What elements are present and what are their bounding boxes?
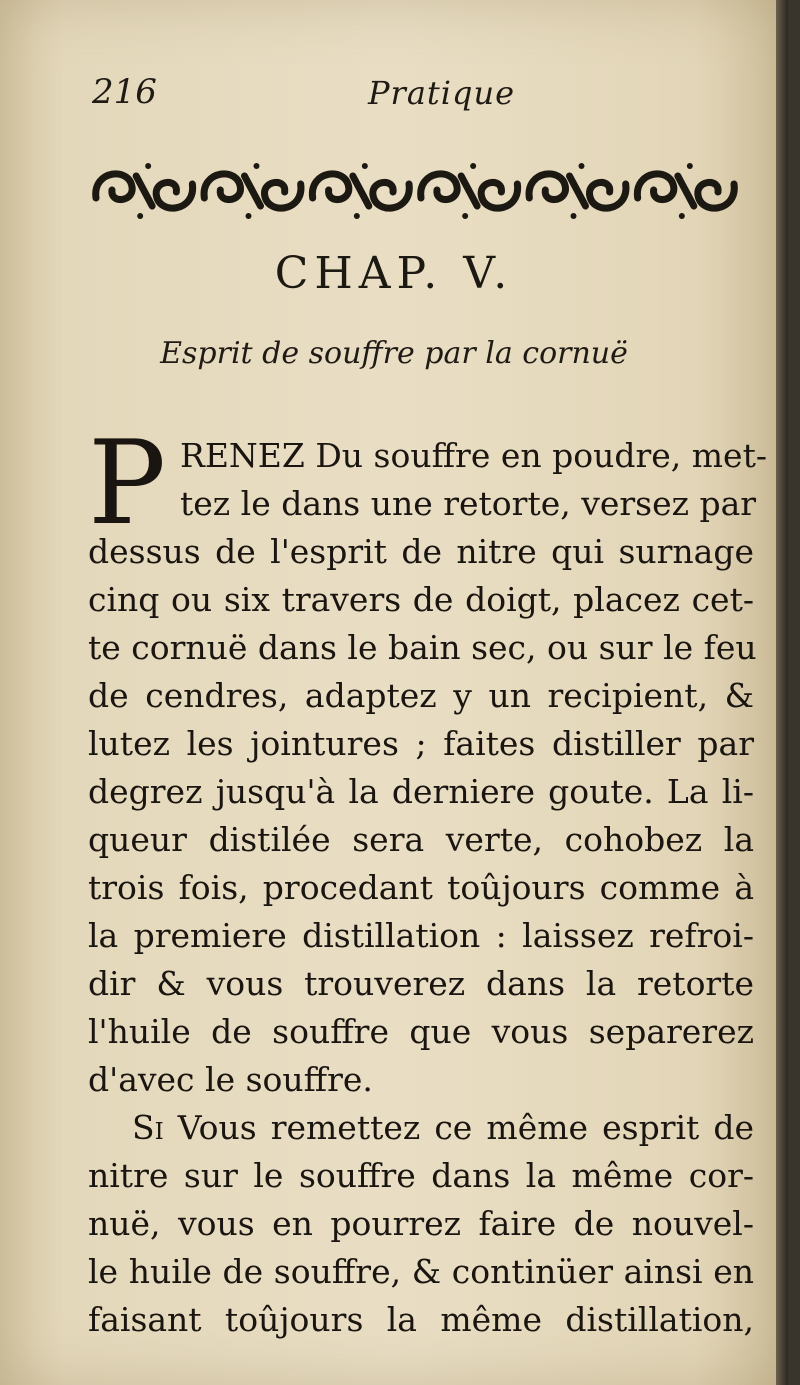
- text-line: RENEZ Du souffre en poudre, met-: [180, 436, 767, 475]
- text-line: l'huile de souffre que vous separerez: [88, 1012, 754, 1051]
- fleuron-unit: [312, 163, 409, 219]
- text-line: te cornuë dans le bain sec, ou sur le feu: [88, 628, 757, 667]
- first-word: RENEZ: [180, 436, 305, 475]
- drop-cap: P: [88, 416, 167, 551]
- text-line: d'avec le souffre.: [88, 1060, 373, 1099]
- chapter-subtitle: Esprit de souffre par la cornuë: [160, 336, 628, 371]
- text-line: dir & vous trouverez dans la retorte: [88, 964, 754, 1003]
- running-head: [0, 72, 788, 122]
- text-line: tez le dans une retorte, versez par: [180, 484, 757, 523]
- text-line: queur distilée sera verte, cohobez la: [88, 820, 754, 859]
- text-line: lutez les jointures ; faites distiller par: [88, 724, 754, 763]
- text-line: nuë, vous en pourrez faire de nouvel-: [88, 1204, 754, 1243]
- fleuron-unit: [637, 163, 734, 219]
- page-edge: [776, 0, 788, 1385]
- lead-word: Si: [132, 1108, 164, 1147]
- fleuron-unit: [204, 163, 301, 219]
- text-line: degrez jusqu'à la derniere goute. La li-: [88, 772, 754, 811]
- text-line: la premiere distillation : laissez refroi-: [88, 916, 754, 955]
- text-line: faisant toûjours la même distillation,: [88, 1300, 754, 1339]
- fleuron-unit: [529, 163, 626, 219]
- page-number: 216: [92, 72, 157, 112]
- text-line: nitre sur le souffre dans la même cor-: [88, 1156, 754, 1195]
- text-line: Si Vous remettez ce même esprit de: [132, 1108, 755, 1147]
- chapter-heading: CHAP. V.: [274, 248, 514, 299]
- text-line: de cendres, adaptez y un recipient, &: [88, 676, 754, 715]
- fleuron-unit: [96, 163, 193, 219]
- text-line: le huile de souffre, & continüer ainsi en: [88, 1252, 754, 1291]
- running-title: Pratique: [368, 74, 516, 112]
- text-line: trois fois, procedant toûjours comme à: [88, 868, 754, 907]
- text-line: dessus de l'esprit de nitre qui surnage: [88, 532, 754, 571]
- fleuron-border-icon: [90, 158, 740, 224]
- text-line: cinq ou six travers de doigt, placez cet-: [88, 580, 754, 619]
- fleuron-unit: [421, 163, 518, 219]
